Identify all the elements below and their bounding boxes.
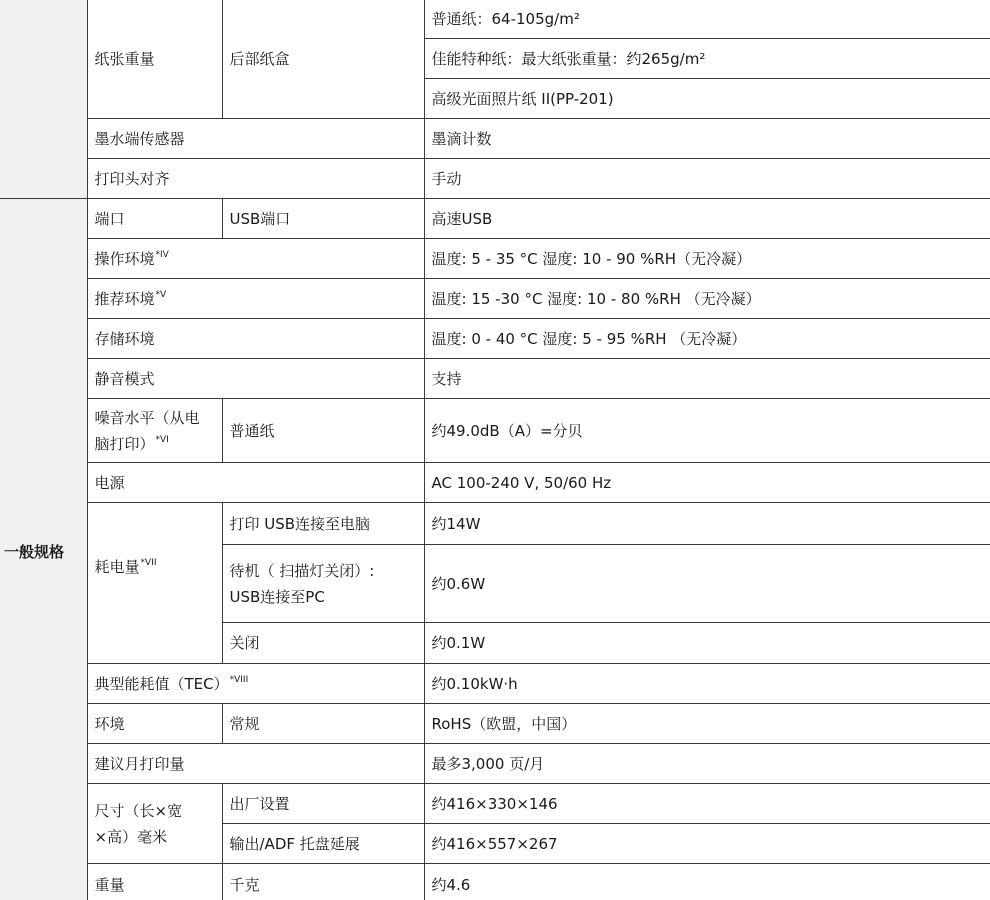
paper-weight-photo: 高级光面照片纸 II(PP-201) [424, 79, 990, 119]
paper-weight-sub: 后部纸盒 [222, 0, 424, 119]
store-env-value: 温度: 0 - 40 °C 湿度: 5 - 95 %RH （无冷凝） [424, 319, 990, 359]
table-row [0, 239, 990, 279]
table-row [0, 664, 990, 704]
table-row [0, 704, 990, 744]
consumption-value-off: 约0.1W [424, 623, 990, 664]
dimensions-label [87, 784, 222, 864]
dimensions-sub-factory: 出厂设置 [222, 784, 424, 824]
tec-text: 典型能耗值（TEC） [94, 674, 229, 693]
op-env-text: 操作环境 [94, 249, 155, 268]
environment-value: RoHS（欧盟，中国） [424, 704, 990, 744]
rec-env-label [87, 279, 424, 319]
consumption-note: *VII [140, 558, 157, 568]
tec-note: *VIII [229, 674, 249, 685]
environment-sub: 常规 [222, 704, 424, 744]
table-row [0, 864, 990, 900]
port-sub: USB端口 [222, 199, 424, 239]
rec-env-text: 推荐环境 [94, 289, 155, 308]
dimensions-sub-extended: 输出/ADF 托盘延展 [222, 824, 424, 864]
table-row [0, 319, 990, 359]
general-category-label: 一般规格 [0, 199, 87, 900]
dimensions-value-factory: 约416×330×146 [424, 784, 990, 824]
table-row [0, 744, 990, 784]
store-env-label: 存储环境 [87, 319, 424, 359]
dimensions-line2: ×高）毫米 [94, 827, 168, 846]
tec-label [87, 664, 424, 704]
environment-label: 环境 [87, 704, 222, 744]
weight-label: 重量 [87, 864, 222, 900]
consumption-sub-off: 关闭 [222, 623, 424, 664]
noise-label-line1: 噪音水平（从电 [94, 408, 200, 427]
port-value: 高速USB [424, 199, 990, 239]
noise-value: 约49.0dB（A）=分贝 [424, 399, 990, 463]
head-align-value: 手动 [424, 159, 990, 199]
table-row [0, 119, 990, 159]
paper-weight-label: 纸张重量 [87, 0, 222, 119]
consumption-sub-standby [222, 545, 424, 623]
monthly-value: 最多3,000 页/月 [424, 744, 990, 784]
consumption-value-print: 约14W [424, 503, 990, 545]
table-row [0, 359, 990, 399]
consumption-text: 耗电量 [94, 558, 140, 576]
quiet-value: 支持 [424, 359, 990, 399]
ink-sensor-label: 墨水端传感器 [87, 119, 424, 159]
consumption-value-standby: 约0.6W [424, 545, 990, 623]
paper-weight-plain: 普通纸：64-105g/m² [424, 0, 990, 39]
printer-category-cell [0, 0, 87, 199]
table-row [0, 279, 990, 319]
dimensions-value-extended: 约416×557×267 [424, 824, 990, 864]
port-label: 端口 [87, 199, 222, 239]
table-row [0, 784, 990, 824]
weight-sub: 千克 [222, 864, 424, 900]
head-align-label: 打印头对齐 [87, 159, 424, 199]
power-label: 电源 [87, 463, 424, 503]
tec-value: 约0.10kW·h [424, 664, 990, 704]
table-row [0, 463, 990, 503]
rec-env-value: 温度: 15 -30 °C 湿度: 10 - 80 %RH （无冷凝） [424, 279, 990, 319]
noise-label-line2: 脑打印） [94, 434, 155, 453]
dimensions-line1: 尺寸（长×宽 [94, 801, 183, 820]
paper-weight-special: 佳能特种纸：最大纸张重量：约265g/m² [424, 39, 990, 79]
table-row [0, 503, 990, 545]
power-value: AC 100-240 V, 50/60 Hz [424, 463, 990, 503]
ink-sensor-value: 墨滴计数 [424, 119, 990, 159]
consumption-sub-print: 打印 USB连接至电脑 [222, 503, 424, 545]
op-env-label [87, 239, 424, 279]
table-row [0, 199, 990, 239]
noise-label [87, 399, 222, 463]
weight-value: 约4.6 [424, 864, 990, 900]
standby-line2: USB连接至PC [229, 587, 325, 606]
noise-note: *VI [155, 434, 169, 445]
op-env-note: *IV [155, 249, 169, 260]
quiet-label: 静音模式 [87, 359, 424, 399]
table-row [0, 159, 990, 199]
op-env-value: 温度: 5 - 35 °C 湿度: 10 - 90 %RH（无冷凝） [424, 239, 990, 279]
noise-sub: 普通纸 [222, 399, 424, 463]
consumption-label [87, 503, 222, 664]
monthly-label: 建议月打印量 [87, 744, 424, 784]
standby-line1: 待机（ 扫描灯关闭）: [229, 561, 375, 580]
table-row [0, 0, 990, 39]
rec-env-note: *V [155, 289, 167, 300]
table-row [0, 399, 990, 463]
noise-label-line2-wrap [95, 431, 222, 457]
